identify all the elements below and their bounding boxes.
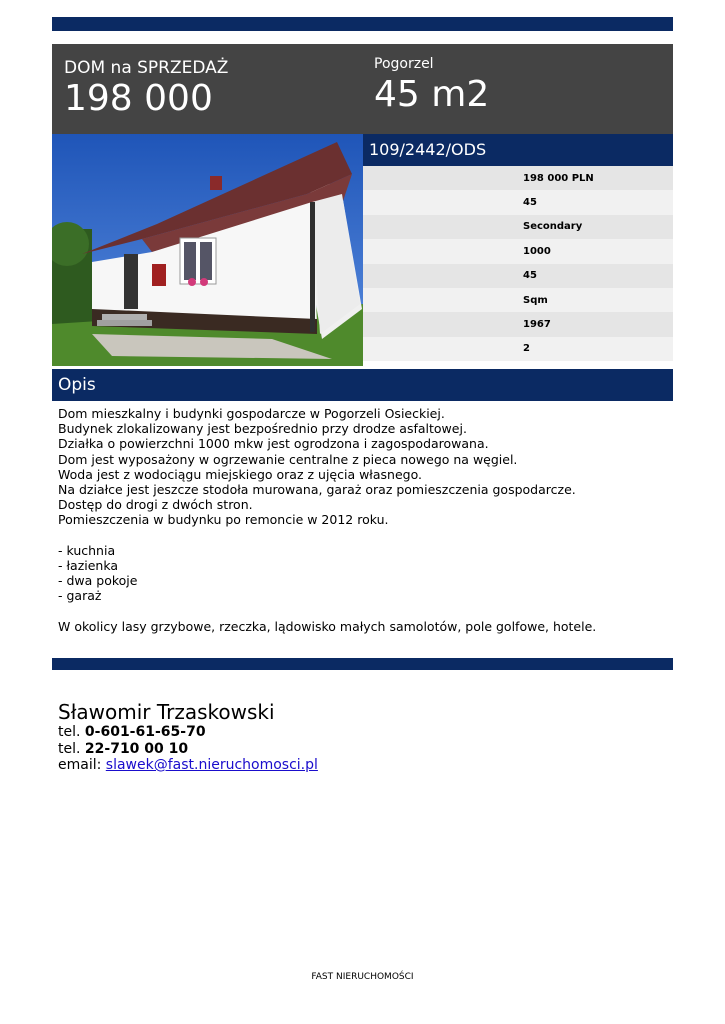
description-line: - garaż [58,588,102,604]
spec-row-usable-area [363,264,673,288]
email-link[interactable]: slawek@fast.nieruchomosci.pl [105,757,318,773]
agent-phone-1 [58,724,318,741]
price: 198 000 [64,78,213,119]
spec-row-unit [363,288,673,312]
spec-value: Sqm [523,294,548,306]
location: Pogorzel [374,56,434,72]
agent-phone-2 [58,741,318,758]
agent-email [58,757,318,774]
spec-value: 1967 [523,319,551,331]
spec-value: 198 000 PLN [523,172,594,184]
description-line [58,603,670,618]
specs-table [363,166,673,361]
spec-value: 45 [523,197,537,209]
property-photo [52,134,363,366]
description-line: Budynek zlokalizowany jest bezpośrednio przy drodze asfaltowej. [58,421,467,437]
spec-value: Secondary [523,221,583,233]
description-line: - dwa pokoje [58,573,138,589]
description-line: Dom jest wyposażony w ogrzewanie centralne z pieca nowego na węgiel. [58,451,518,467]
phone-number: 22-710 00 10 [84,740,189,757]
description-line: W okolicy lasy grzybowe, rzeczka, lądowisko małych samolotów, pole golfowe, hotele. [58,618,597,634]
spec-row-rooms [363,337,673,361]
tel-label: tel. [58,740,81,757]
description-line: Na działce jest jeszcze stodoła murowana, garaż oraz pomieszczenia gospodarcze. [58,481,576,497]
reference-number: 109/2442/ODS [363,134,673,166]
description-line: Dom mieszkalny i budynki gospodarcze w Pogorzeli Osieckiej. [58,406,445,421]
listing-header [52,44,673,134]
offer-type: DOM na SPRZEDAŻ [64,58,229,78]
description-line: Pomieszczenia w budynku po remoncie w 2012 roku. [58,512,389,528]
phone-number: 0-601-61-65-70 [84,724,206,740]
description-text [58,406,670,634]
description-line: Woda jest z wodociągu miejskiego oraz z ujęcia własnego. [58,466,422,482]
tel-label: tel. [58,724,81,740]
description-line: Dostęp do drogi z dwóch stron. [58,497,253,513]
description-line [58,528,670,543]
footer-company: FAST NIERUCHOMOŚCI [311,972,414,982]
email-label: email: [58,757,102,773]
spec-value: 2 [523,343,530,355]
spec-value: 1000 [523,245,551,257]
bottom-accent-bar [52,658,673,670]
description-line: - łazienka [58,557,119,573]
agent-contact [58,700,318,774]
spec-value: 45 [523,270,537,282]
top-accent-bar [52,17,673,31]
area: 45 m2 [374,74,490,115]
description-line: Działka o powierzchni 1000 mkw jest ogrodzona i zagospodarowana. [58,436,489,452]
spec-row-price [363,166,673,190]
spec-row-market [363,215,673,239]
description-heading: Opis [52,369,673,401]
spec-row-plot [363,239,673,263]
description-line: - kuchnia [58,542,116,558]
agent-name: Sławomir Trzaskowski [58,700,275,724]
spec-row-area [363,190,673,214]
spec-row-year [363,312,673,336]
